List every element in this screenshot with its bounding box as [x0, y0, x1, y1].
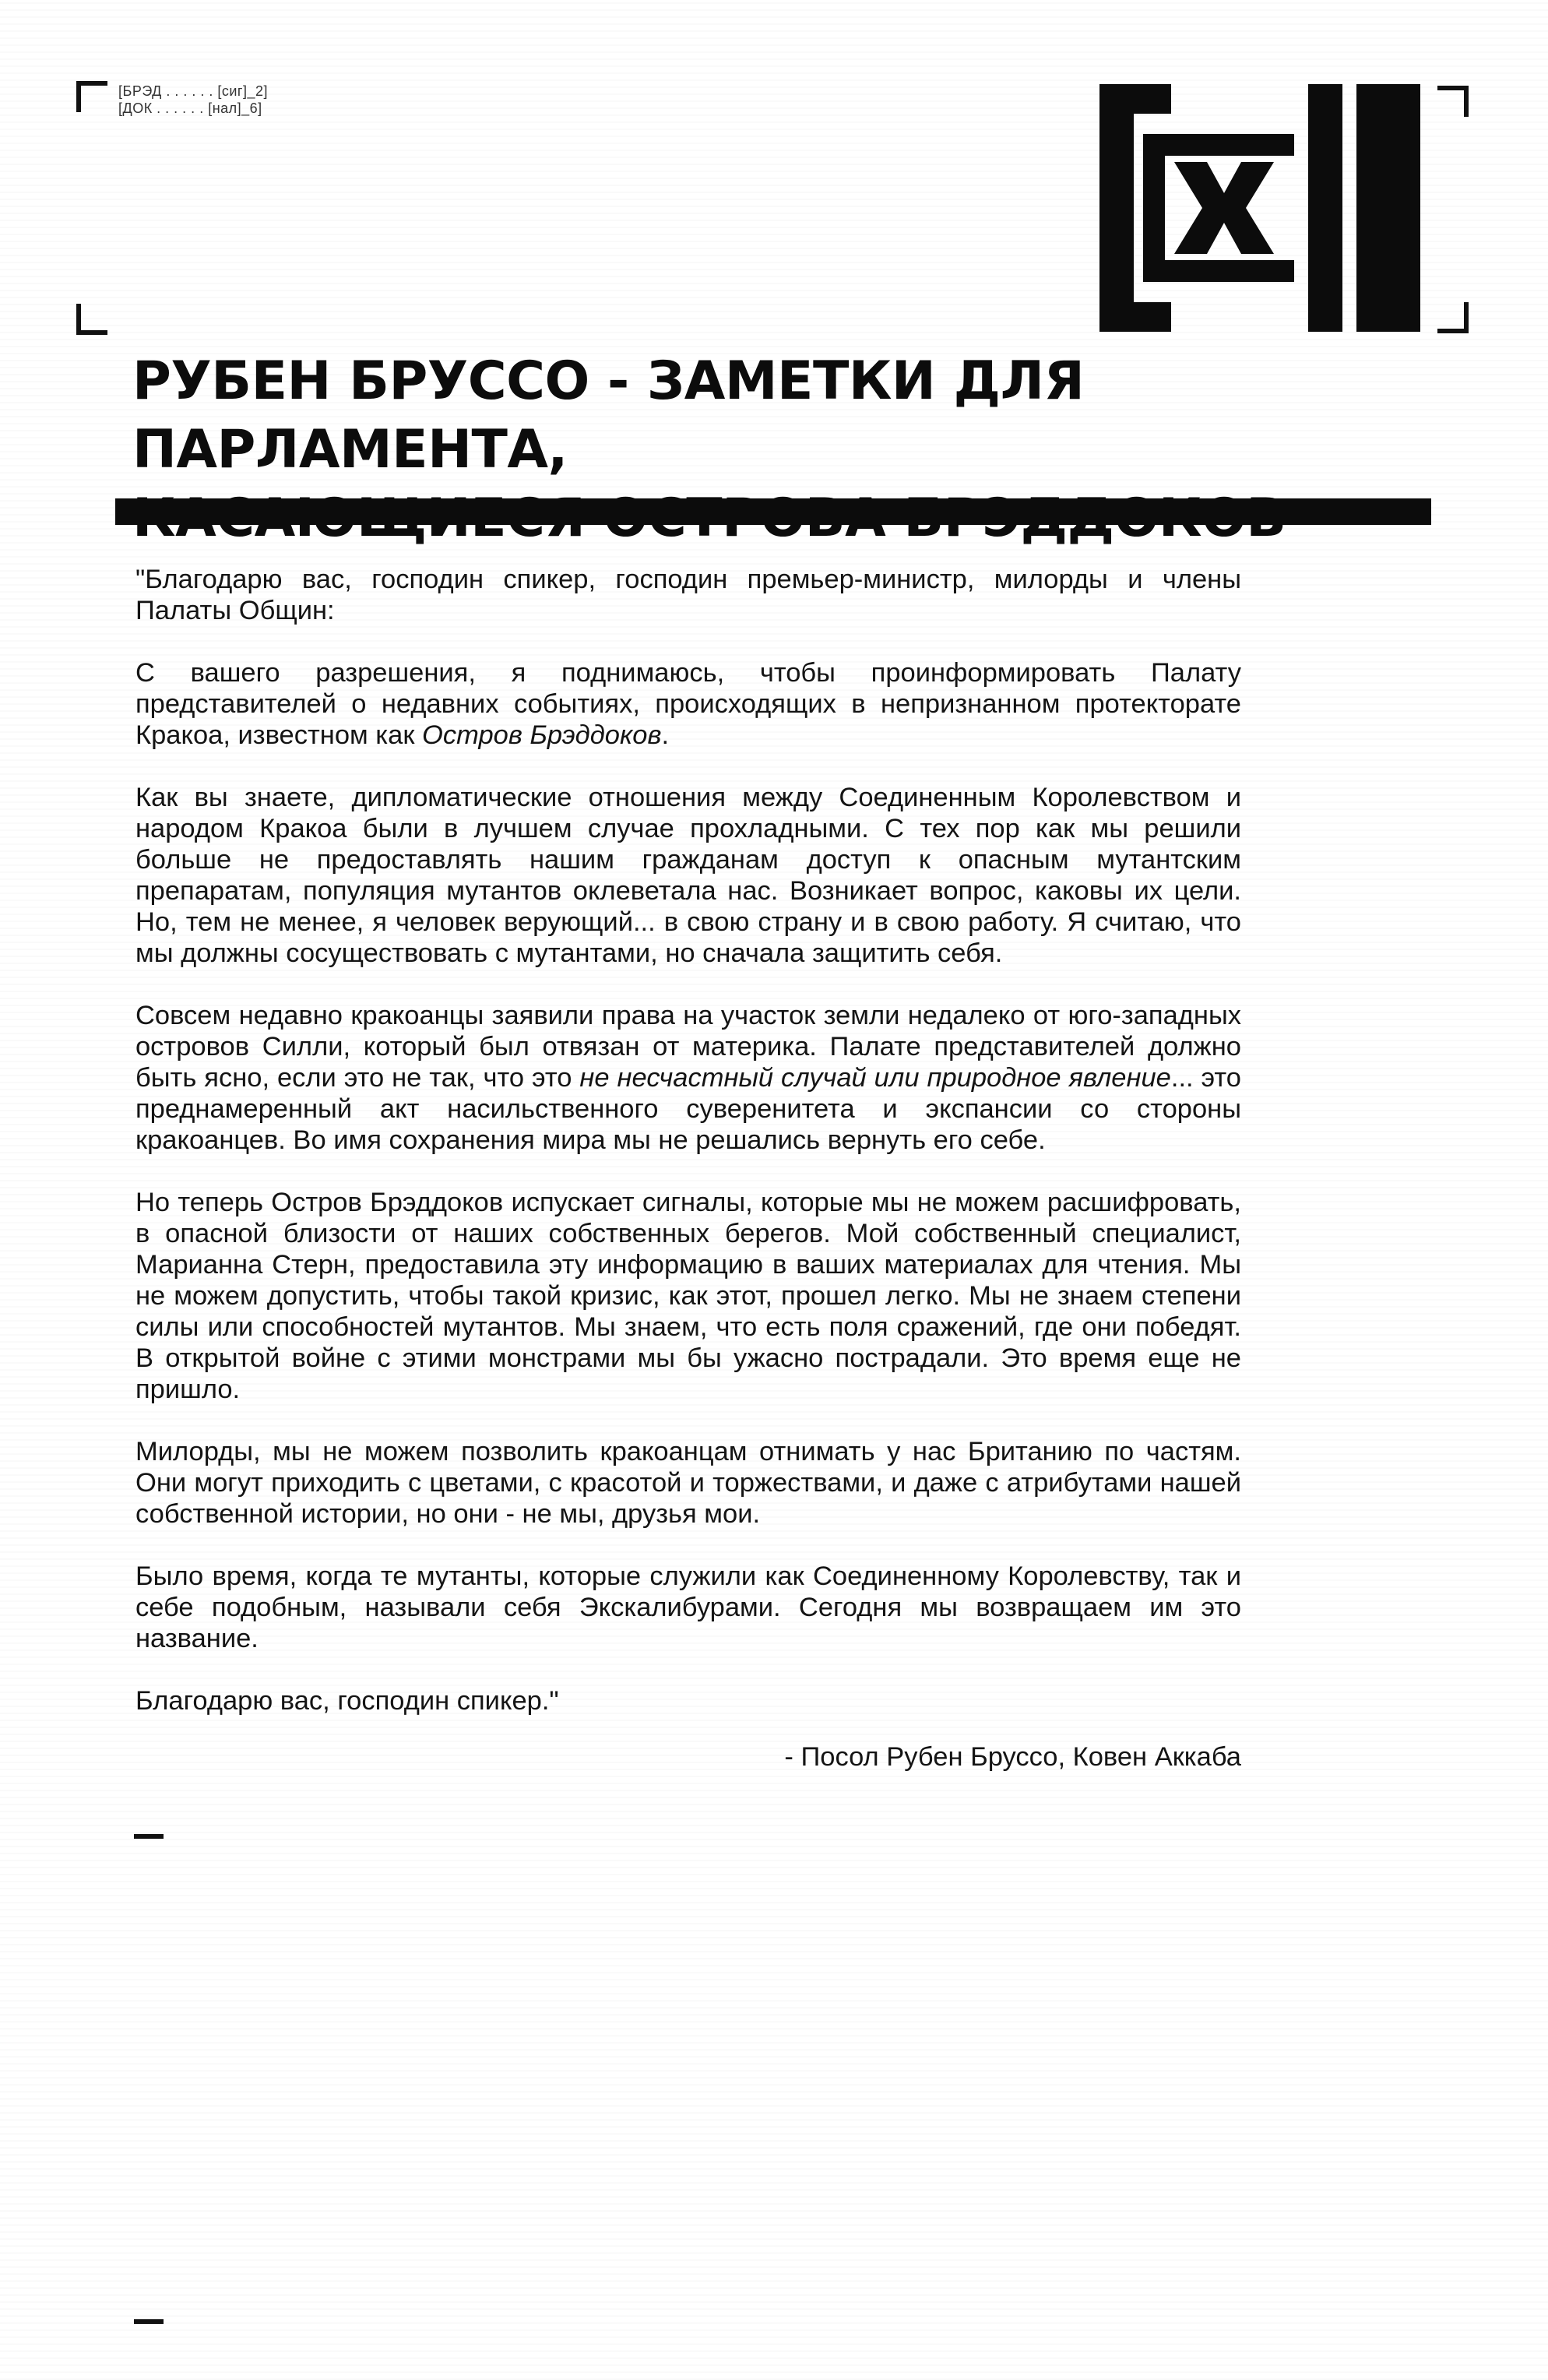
meta-line-2: [ДОК . . . . . . [нал]_6] — [118, 100, 262, 116]
meta-line-1: [БРЭД . . . . . . [сиг]_2] — [118, 83, 269, 99]
corner-bracket-top-right — [1437, 86, 1469, 117]
title-line-1: РУБЕН БРУССО - ЗАМЕТКИ ДЛЯ ПАРЛАМЕНТА, — [132, 350, 1085, 481]
title-underline-bar — [115, 498, 1431, 525]
paragraph-land-claim: Совсем недавно кракоанцы заявили права на участок земли недалеко от юго-западных островов Силли, который был отвязан от материка. Палате представителей должно быть ясно, если это не так, что это не несчастный случай или природное явление... это преднамеренный акт насильственного суверенитета и экспансии со стороны кракоанцев. Во имя сохранения мира мы не решались вернуть его себе. — [135, 1001, 1241, 1155]
paragraph-introduction: С вашего разрешения, я поднимаюсь, чтобы проинформировать Палату представителей о недавних событиях, происходящих в непризнанном протекторате Кракоа, известном как Остров Брэддоков. — [135, 658, 1241, 750]
paragraph-excalibur: Было время, когда те мутанты, которые служили как Соединенному Королевству, так и себе подобным, называли себя Экскалибурами. Сегодня мы возвращаем им это название. — [135, 1561, 1241, 1653]
corner-bracket-top-left — [76, 81, 107, 112]
signature-line: - Посол Рубен Бруссо, Ковен Аккаба — [784, 1742, 1241, 1772]
corner-bracket-bottom-right — [1437, 302, 1469, 333]
paragraph-britain: Милорды, мы не можем позволить кракоанцам отнимать у нас Британию по частям. Они могут приходить с цветами, с красотой и торжествами, и даже с атрибутами нашей собственной истории, но они - не мы, друзья мои. — [135, 1437, 1241, 1529]
not-accident-emphasis: не несчастный случай или природное явление — [579, 1063, 1171, 1093]
x-men-bracket-logo-icon — [1099, 84, 1420, 332]
paragraph-signals: Но теперь Остров Брэддоков испускает сигналы, которые мы не можем расшифровать, в опасной близости от наших собственных берегов. Мой собственный специалист, Марианна Стерн, предоставила эту информацию в ваших материалах для чтения. Мы не можем допустить, чтобы такой кризис, как этот, прошел легко. Мы не знаем степени силы или способностей мутантов. Мы знаем, что есть поля сражений, где они победят. В открытой войне с этими монстрами мы бы ужасно пострадали. Это время еще не пришло. — [135, 1188, 1241, 1404]
corner-bracket-bottom-left — [76, 304, 107, 335]
island-name-emphasis: Остров Брэддоков — [422, 720, 662, 750]
margin-dash-mark — [134, 1834, 164, 1839]
margin-dash-mark — [134, 2319, 164, 2324]
paragraph-relations: Как вы знаете, дипломатические отношения между Соединенным Королевством и народом Кракоа были в лучшем случае прохладными. С тех пор как мы решили больше не предоставлять нашим гражданам доступ к опасным мутантским препаратам, популяция мутантов оклеветала нас. Возникает вопрос, каковы их цели. Но, тем не менее, я человек верующий... в свою страну и в свою работу. Я считаю, что мы должны сосуществовать с мутантами, но сначала защитить себя. — [135, 783, 1241, 968]
statement-body — [135, 564, 1241, 1748]
document-meta — [118, 83, 268, 117]
paragraph-greeting: "Благодарю вас, господин спикер, господин премьер-министр, милорды и члены Палаты Общин: — [135, 565, 1241, 625]
paragraph-closing: Благодарю вас, господин спикер." — [135, 1686, 559, 1716]
